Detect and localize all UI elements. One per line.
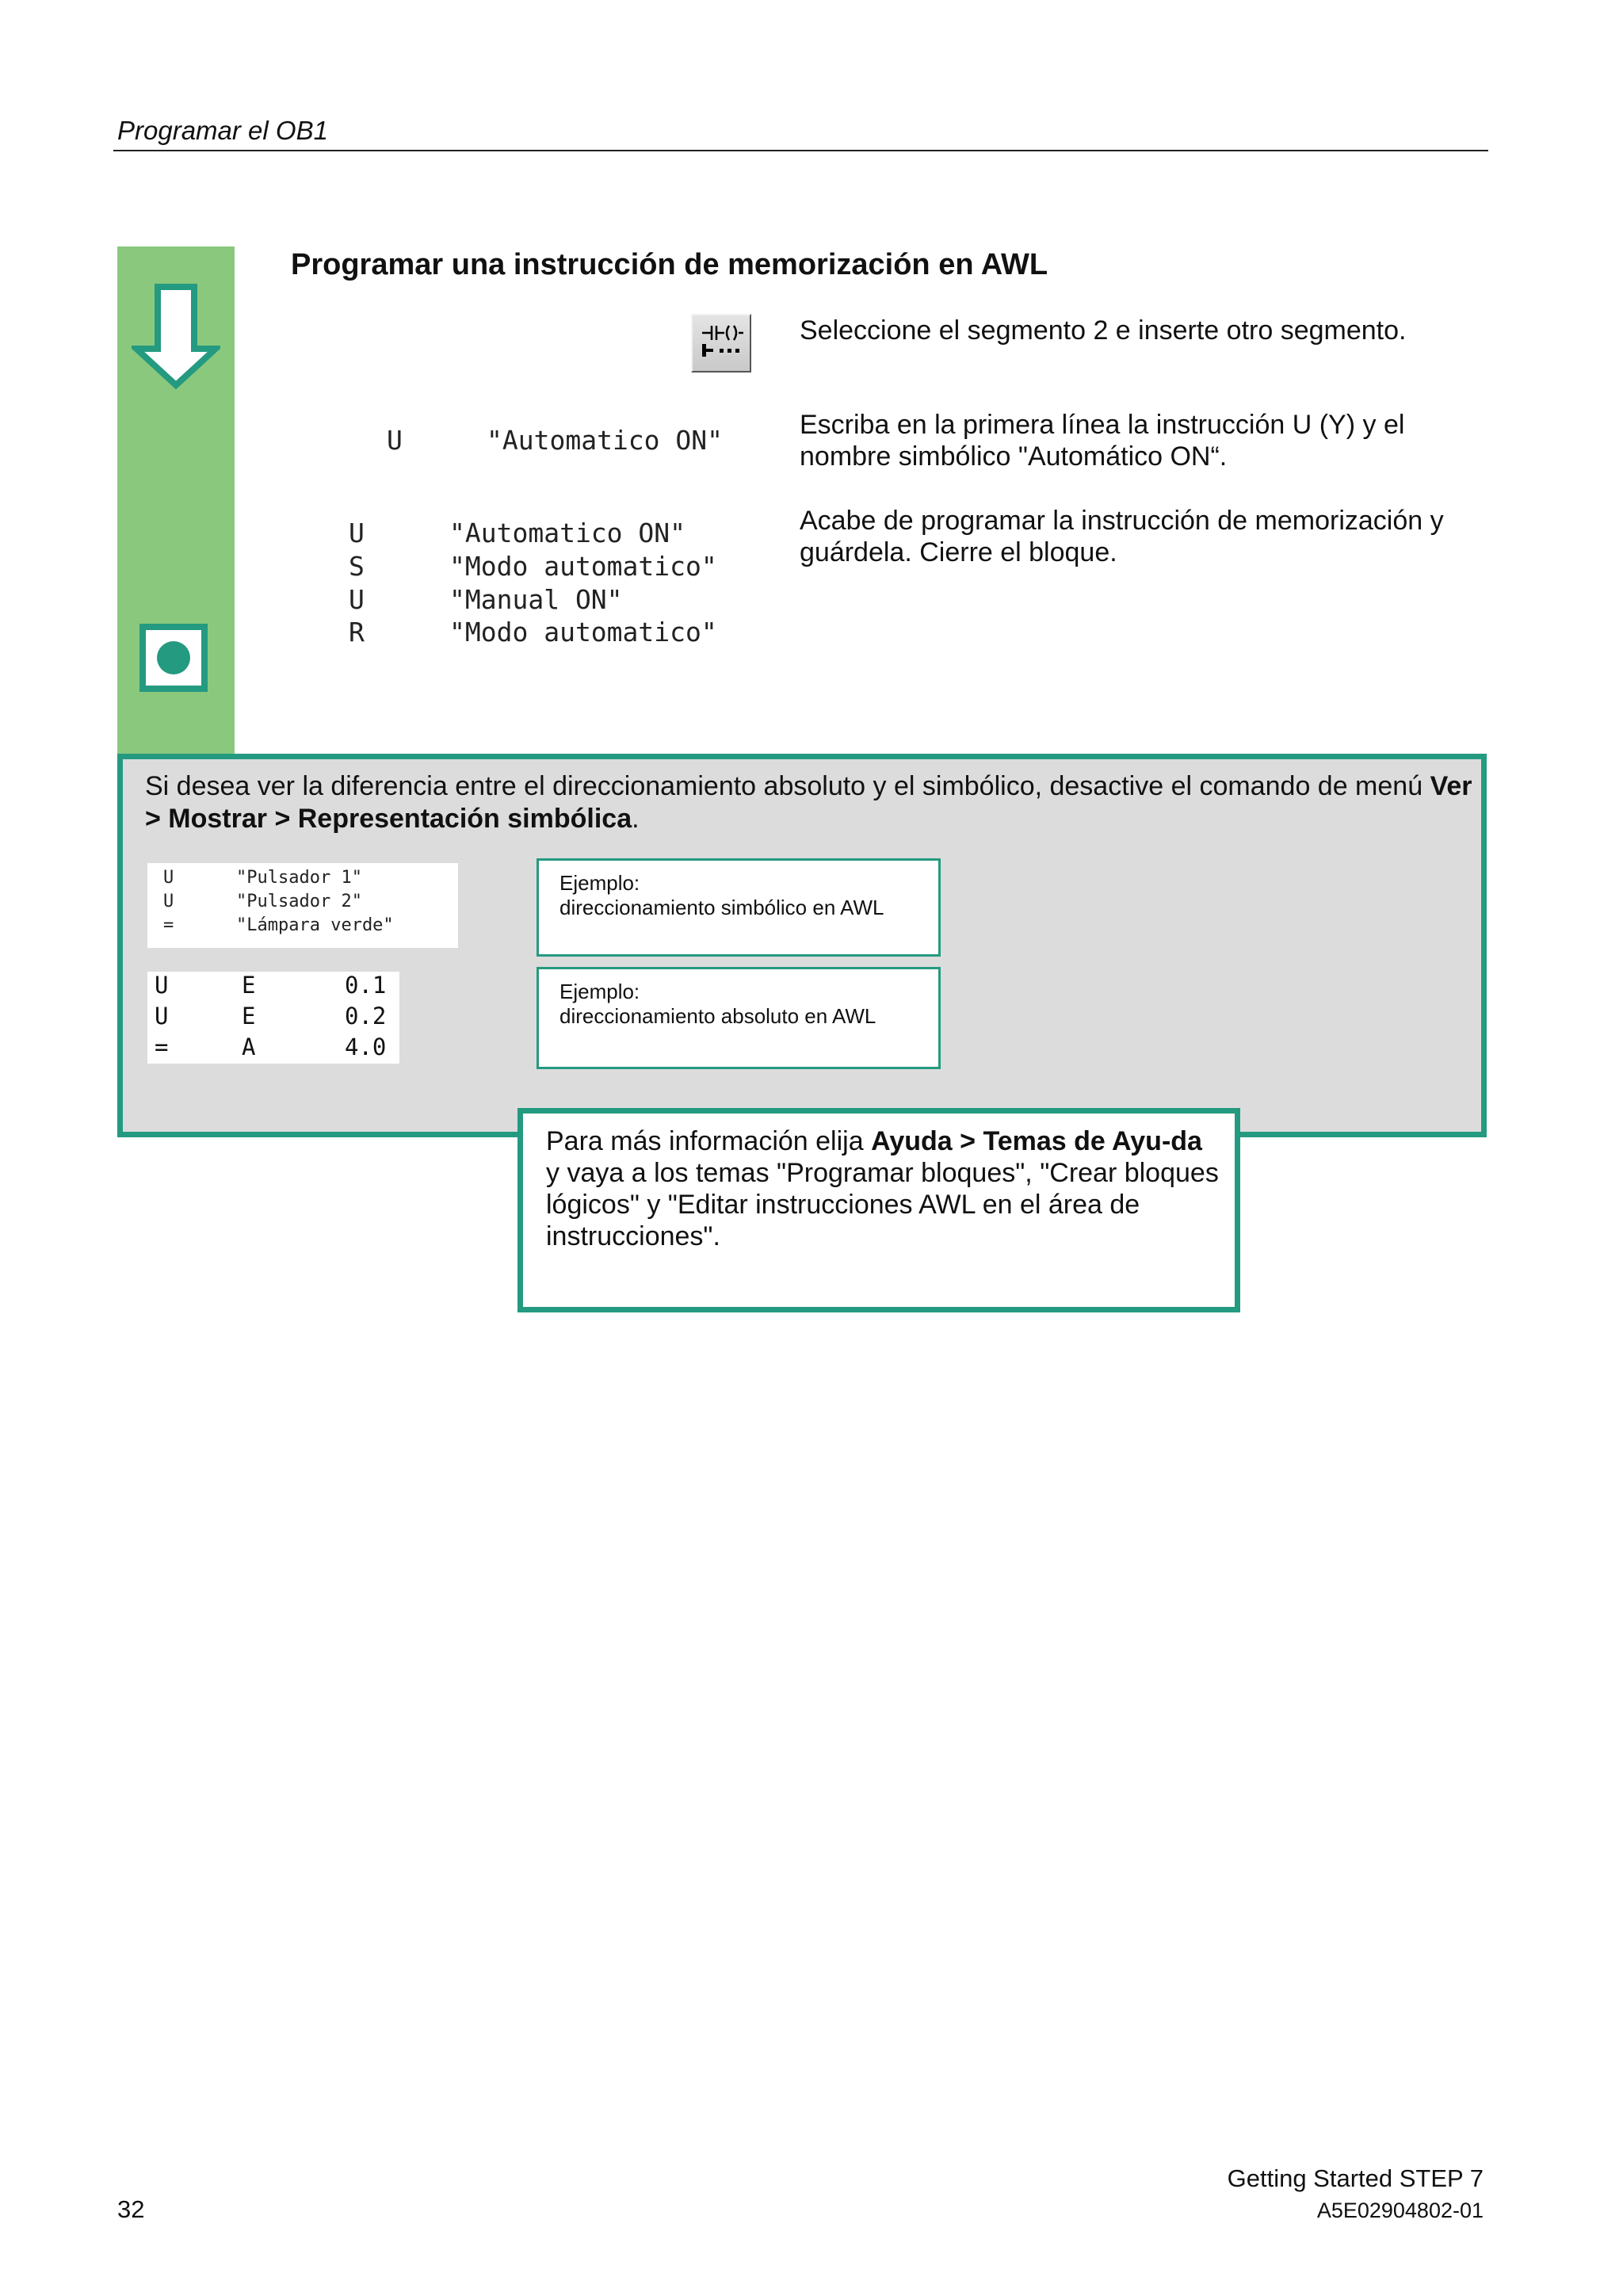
example-box-absolute	[537, 967, 941, 1069]
example-title: Ejemplo:	[559, 871, 640, 895]
stop-icon	[139, 624, 208, 692]
code-op: S	[349, 551, 365, 582]
example-text: direccionamiento absoluto en AWL	[559, 1004, 876, 1028]
code-op: =	[163, 915, 174, 935]
code-op: U	[163, 892, 174, 911]
code-operand: "Pulsador 1"	[236, 868, 362, 888]
green-sidebar	[117, 246, 235, 754]
code-operand: "Automatico ON"	[449, 518, 686, 548]
info-text-plain: Si desea ver la diferencia entre el direccionamiento absoluto y el simbólico, desactive el comando de menú	[145, 771, 1430, 801]
help-text-start: Para más información elija	[546, 1126, 872, 1156]
code-single-op: U	[387, 425, 403, 456]
code-op: U	[163, 868, 174, 888]
code-operand: "Pulsador 2"	[236, 892, 362, 911]
example-text: direccionamiento simbólico en AWL	[559, 896, 884, 919]
code-op: U	[349, 518, 365, 548]
section-title: Programar una instrucción de memorización en AWL	[291, 248, 1048, 281]
help-text	[546, 1125, 1220, 1252]
step-2-text: Escriba en la primera línea la instrucción U (Y) y el nombre simbólico "Automático ON“.	[800, 410, 1405, 472]
code-area: A	[242, 1033, 256, 1060]
code-op: U	[155, 972, 169, 999]
absolute-code-panel	[147, 972, 399, 1064]
help-menu-path: Ayuda > Temas de Ayu-da	[871, 1126, 1202, 1156]
code-address: 4.0	[345, 1033, 387, 1060]
code-operand: "Modo automatico"	[449, 551, 717, 582]
down-arrow-icon	[132, 284, 220, 390]
code-op: U	[155, 1003, 169, 1030]
info-text-end: .	[632, 804, 640, 834]
step-3-text: Acabe de programar la instrucción de memorización y guárdela. Cierre el bloque.	[800, 506, 1444, 567]
running-header: Programar el OB1	[117, 116, 328, 145]
example-title: Ejemplo:	[559, 980, 640, 1003]
code-operand: "Manual ON"	[449, 584, 623, 615]
footer-doc-title: Getting Started STEP 7	[1227, 2164, 1484, 2192]
code-op: R	[349, 617, 365, 648]
info-text	[145, 770, 1484, 835]
code-op: =	[155, 1033, 169, 1060]
code-single-operand: "Automatico ON"	[487, 425, 724, 456]
code-operand: "Lámpara verde"	[236, 915, 394, 935]
help-text-end: y vaya a los temas "Programar bloques", "Crear bloques lógicos" y "Editar instrucciones AWL en el área de instrucciones".	[546, 1158, 1219, 1251]
code-address: 0.2	[345, 1003, 387, 1030]
page-number: 32	[117, 2195, 145, 2223]
footer-doc-code: A5E02904802-01	[1316, 2199, 1484, 2222]
example-box-symbolic	[537, 858, 941, 957]
code-operand: "Modo automatico"	[449, 617, 717, 648]
symbolic-code-panel	[147, 863, 458, 948]
header-rule	[113, 150, 1488, 151]
code-area: E	[242, 972, 256, 999]
step-1-text: Seleccione el segmento 2 e inserte otro segmento.	[800, 315, 1407, 346]
info-menu-path: Ver > Mostrar > Representación simbólica	[145, 771, 1472, 834]
new-segment-icon[interactable]	[691, 314, 751, 372]
code-op: U	[349, 584, 365, 615]
code-area: E	[242, 1003, 256, 1030]
code-address: 0.1	[345, 972, 387, 999]
